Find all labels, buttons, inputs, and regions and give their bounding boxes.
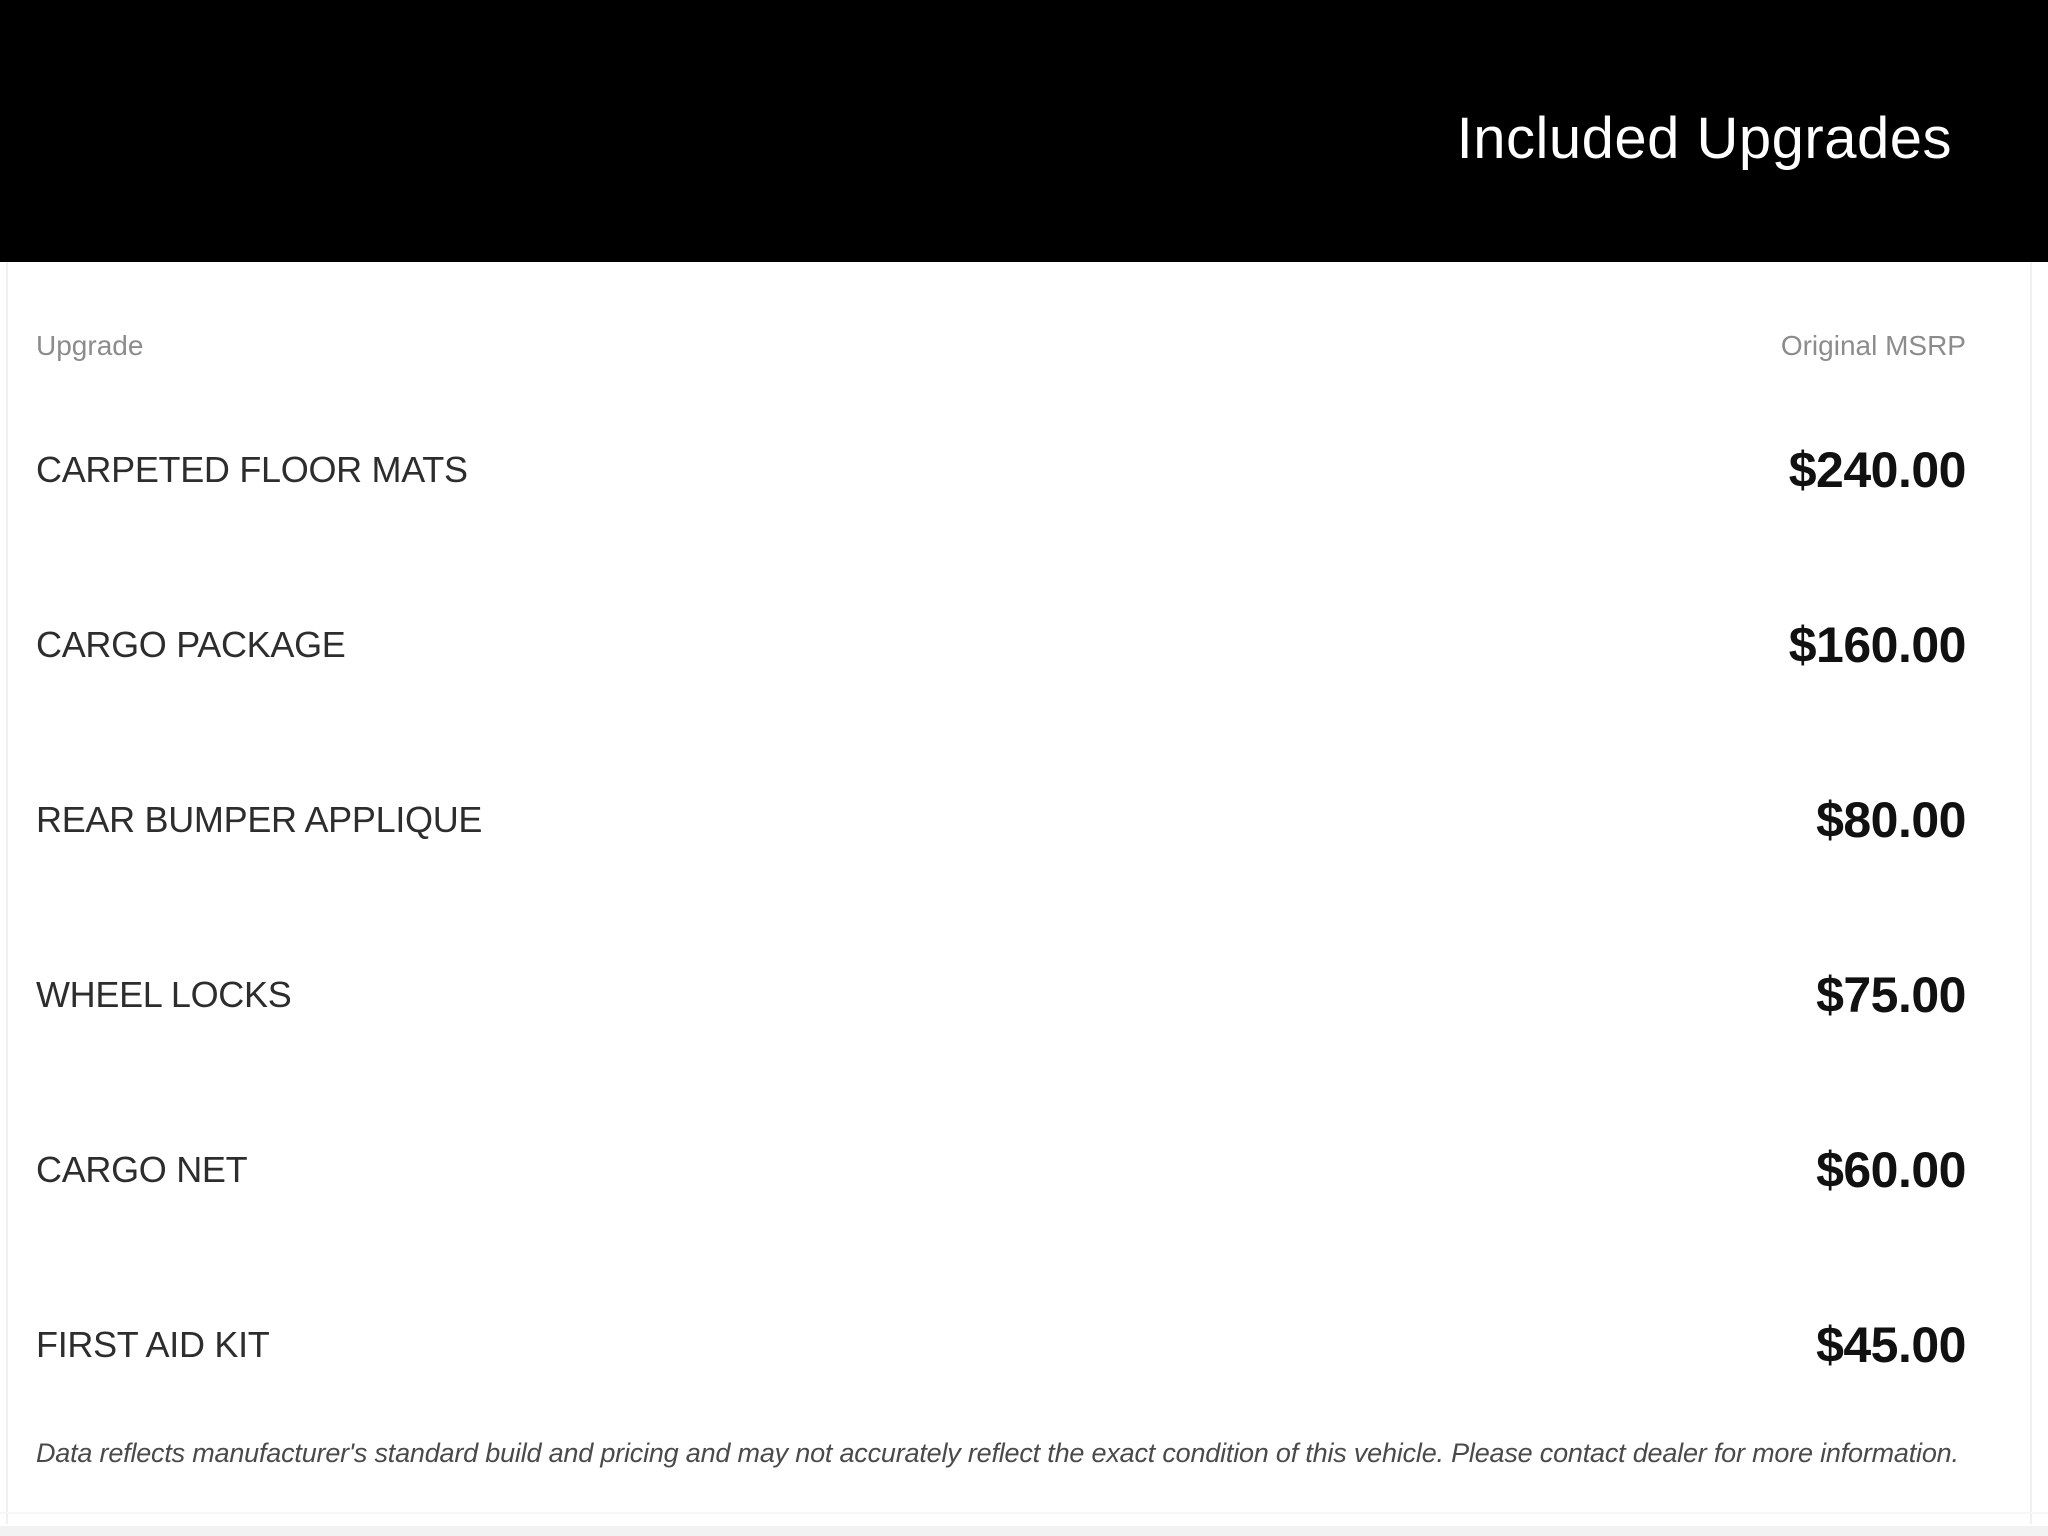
table-row bbox=[36, 732, 1966, 907]
upgrade-name: CARPETED FLOOR MATS bbox=[36, 448, 468, 490]
card-edge-right bbox=[2030, 262, 2032, 1524]
upgrades-card bbox=[0, 262, 2048, 1526]
upgrade-msrp: $240.00 bbox=[1788, 441, 1966, 498]
card-edge-bottom-line bbox=[0, 1512, 2048, 1514]
upgrade-msrp: $80.00 bbox=[1816, 791, 1966, 848]
column-header-upgrade: Upgrade bbox=[36, 330, 144, 361]
upgrade-name: CARGO NET bbox=[36, 1148, 248, 1190]
banner bbox=[0, 0, 2048, 262]
upgrade-msrp: $60.00 bbox=[1816, 1141, 1966, 1198]
upgrade-msrp: $45.00 bbox=[1816, 1316, 1966, 1373]
card-edge-left bbox=[6, 262, 8, 1524]
upgrade-name: CARGO PACKAGE bbox=[36, 623, 346, 665]
column-header-row bbox=[36, 324, 1966, 368]
upgrade-msrp: $75.00 bbox=[1816, 966, 1966, 1023]
upgrade-name: WHEEL LOCKS bbox=[36, 973, 292, 1015]
upgrade-msrp: $160.00 bbox=[1788, 616, 1966, 673]
page-bottom-strip bbox=[0, 1526, 2048, 1536]
table-row bbox=[36, 1257, 1966, 1432]
table-rows bbox=[36, 382, 1966, 1432]
column-header-msrp: Original MSRP bbox=[1780, 330, 1966, 361]
upgrade-name: REAR BUMPER APPLIQUE bbox=[36, 798, 483, 840]
table-row bbox=[36, 907, 1966, 1082]
table-row bbox=[36, 1082, 1966, 1257]
panel-title: Included Upgrades bbox=[1456, 105, 1952, 171]
data-disclaimer: Data reflects manufacturer's standard build and pricing and may not accurately reflect the exact condition of this vehicle. Please contact dealer for more information. bbox=[36, 1438, 1959, 1468]
table-row bbox=[36, 557, 1966, 732]
upgrades-table bbox=[0, 324, 2048, 1469]
upgrade-name: FIRST AID KIT bbox=[36, 1323, 270, 1365]
table-row bbox=[36, 382, 1966, 557]
